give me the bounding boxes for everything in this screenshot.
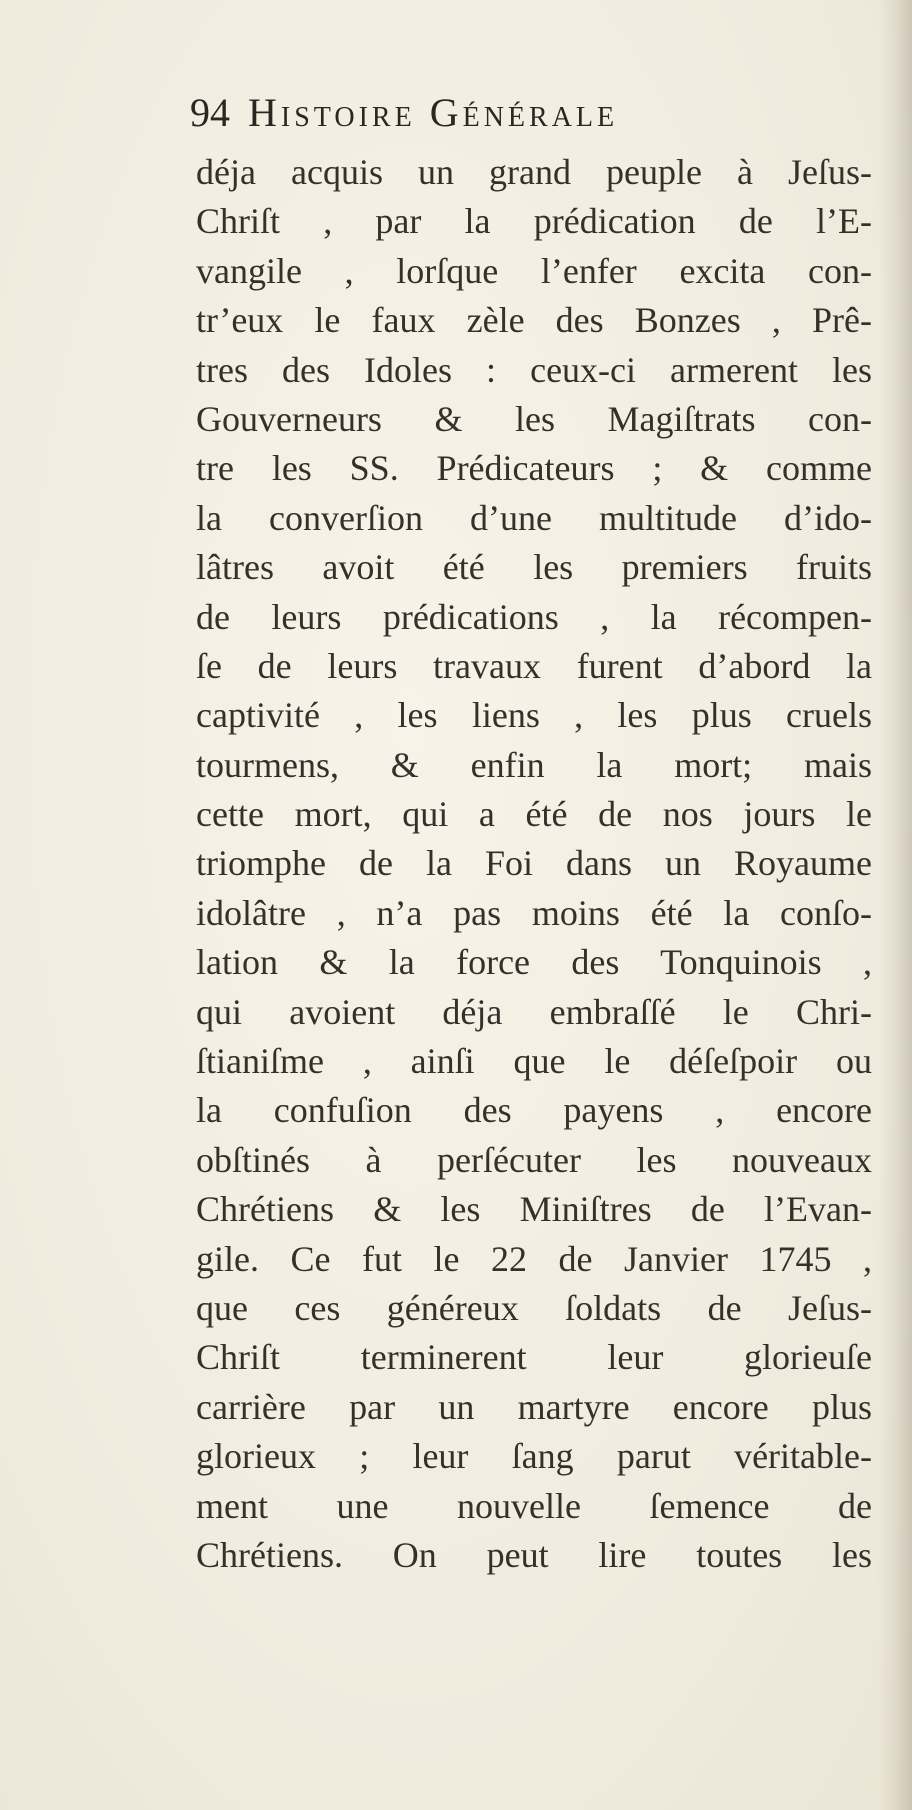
text-line: vangile , lorſque l’enfer excita con- <box>196 250 872 291</box>
text-line: que ces généreux ſoldats de Jeſus- <box>196 1287 872 1328</box>
text-line: déja acquis un grand peuple à Jeſus- <box>196 152 872 192</box>
text-line: la converſion d’une multitude d’ido- <box>196 497 872 538</box>
text-line: cette mort, qui a été de nos jours le <box>196 794 872 835</box>
text-line: obſtinés à perſécuter les nouveaux <box>196 1139 872 1180</box>
text-line: tr’eux le faux zèle des Bonzes , Prê- <box>196 300 872 341</box>
text-line: la confuſion des payens , encore <box>196 1090 872 1131</box>
text-line: tres des Idoles : ceux-ci armerent les <box>196 349 872 390</box>
text-line: carrière par un martyre encore plus <box>196 1386 872 1427</box>
text-line: tre les SS. Prédicateurs ; & comme <box>196 448 872 489</box>
text-line: lation & la force des Tonquinois , <box>196 942 872 983</box>
text-line: glorieux ; leur ſang parut véritable- <box>196 1436 872 1477</box>
body-text <box>196 148 872 1580</box>
text-line: captivité , les liens , les plus cruels <box>196 695 872 736</box>
text-line: Gouverneurs & les Magiſtrats con- <box>196 398 872 439</box>
text-line: lâtres avoit été les premiers fruits <box>196 547 872 588</box>
text-line: tourmens, & enfin la mort; mais <box>196 744 872 785</box>
text-line: ſe de leurs travaux furent d’abord la <box>196 645 872 686</box>
text-line: gile. Ce fut le 22 de Janvier 1745 , <box>196 1238 872 1279</box>
page-number: 94 <box>190 90 230 135</box>
text-line: Chriſt , par la prédication de l’E- <box>196 201 872 242</box>
text-line: Chriſt terminerent leur glorieuſe <box>196 1337 872 1378</box>
text-line: qui avoient déja embraſſé le Chri- <box>196 991 872 1032</box>
text-line: ſtianiſme , ainſi que le déſeſpoir ou <box>196 1041 872 1082</box>
text-line: de leurs prédications , la récompen- <box>196 596 872 637</box>
text-line: Chrétiens. On peut lire toutes les <box>196 1534 872 1575</box>
text-line: triomphe de la Foi dans un Royaume <box>196 843 872 884</box>
page-header <box>190 80 830 140</box>
text-line: ment une nouvelle ſemence de <box>196 1485 872 1526</box>
text-line: idolâtre , n’a pas moins été la conſo- <box>196 892 872 933</box>
text-line: Chrétiens & les Miniſtres de l’Evan- <box>196 1189 872 1230</box>
running-title: Histoire Générale <box>248 90 619 135</box>
page-edge-shadow <box>878 0 912 1810</box>
